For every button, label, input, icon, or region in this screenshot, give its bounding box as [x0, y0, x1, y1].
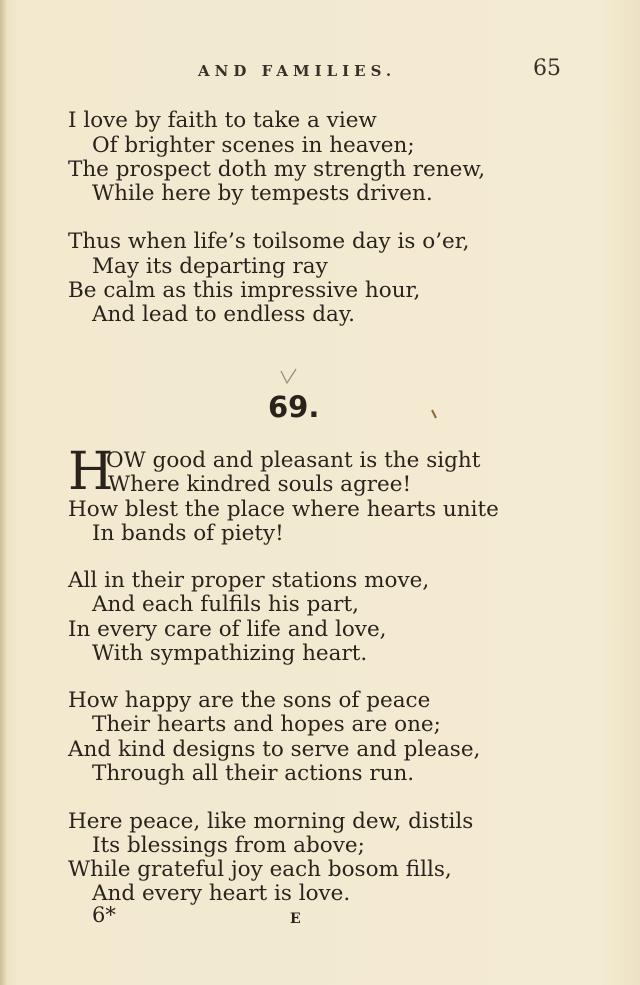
verse-line: OW good and pleasant is the sight [106, 448, 481, 473]
verse-line: Their hearts and hopes are one; [92, 712, 441, 737]
verse-line: And each fulfils his part, [92, 592, 359, 617]
hymn-number: 69. [268, 390, 320, 424]
running-title: AND FAMILIES. [198, 62, 397, 80]
verse-line: Be calm as this impressive hour, [68, 278, 421, 303]
verse-line: Through all their actions run. [92, 761, 415, 786]
gathering-mark: E [290, 911, 301, 927]
page-number: 65 [533, 56, 561, 81]
verse-line: And lead to endless day. [92, 302, 355, 327]
verse-line: How happy are the sons of peace [68, 688, 431, 713]
drop-cap-letter: H [68, 442, 114, 502]
verse-line: The prospect doth my strength renew, [68, 157, 486, 182]
ink-speck [431, 409, 437, 419]
verse-line: In every care of life and love, [68, 617, 387, 642]
verse-line: Here peace, like morning dew, distils [68, 809, 474, 834]
verse-line: With sympathizing heart. [92, 641, 368, 666]
verse-line: May its departing ray [92, 254, 328, 279]
verse-line: Where kindred souls agree! [108, 472, 412, 497]
verse-line: How blest the place where hearts unite [68, 497, 499, 522]
verse-line: And kind designs to serve and please, [68, 737, 481, 762]
verse-line: All in their proper stations move, [68, 568, 430, 593]
verse-line: Of brighter scenes in heaven; [92, 133, 415, 158]
verse-line: While here by tempests driven. [92, 181, 433, 206]
verse-line: And every heart is love. [92, 881, 351, 906]
verse-line: While grateful joy each bosom fills, [68, 857, 452, 882]
verse-line: In bands of piety! [92, 521, 284, 546]
verse-line: I love by faith to take a view [68, 108, 377, 133]
verse-line: Its blessings from above; [92, 833, 365, 858]
page-left-edge [0, 0, 6, 985]
verse-line: Thus when life’s toilsome day is o’er, [68, 229, 470, 254]
signature-mark: 6* [92, 903, 116, 927]
pencil-tick-mark [279, 368, 299, 386]
